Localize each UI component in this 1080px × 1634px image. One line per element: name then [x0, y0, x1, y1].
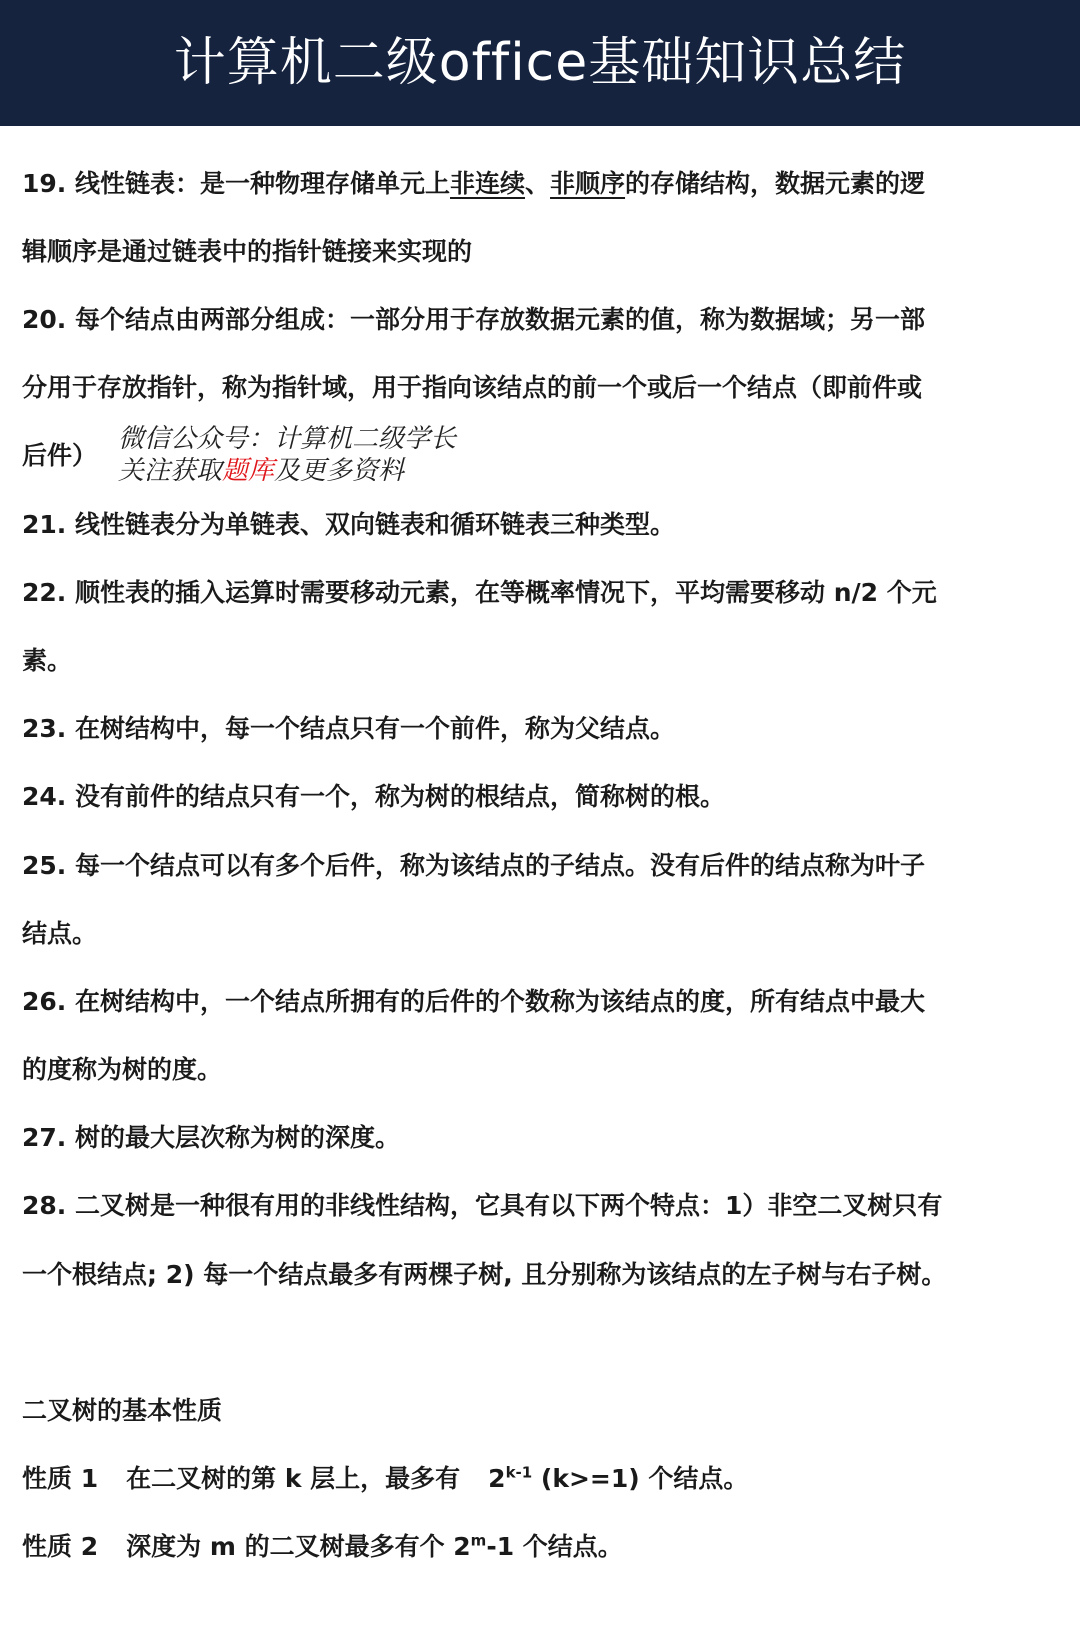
- item-24-line-1: 24. 没有前件的结点只有一个，称为树的根结点，简称树的根。: [22, 782, 725, 811]
- watermark-text-b: 及更多资料: [274, 456, 405, 486]
- item-27-line-1: 27. 树的最大层次称为树的深度。: [22, 1123, 400, 1152]
- item-19-text-a: 19. 线性链表：是一种物理存储单元上: [22, 169, 450, 198]
- item-19-underline-2: 非顺序: [550, 169, 626, 198]
- item-25-line-1: 25. 每一个结点可以有多个后件，称为该结点的子结点。没有后件的结点称为叶子: [22, 851, 925, 880]
- property-1: [22, 1462, 748, 1496]
- property-1-text-b: (k>=1) 个结点。: [532, 1464, 749, 1493]
- item-22-line-2: 素。: [22, 646, 73, 675]
- page-title: 计算机二级office基础知识总结: [173, 33, 907, 93]
- property-1-base: 2: [488, 1464, 506, 1493]
- item-21-line-1: 21. 线性链表分为单链表、双向链表和循环链表三种类型。: [22, 510, 675, 539]
- item-19-text-b: 、: [525, 169, 551, 198]
- item-22-line-1: 22. 顺性表的插入运算时需要移动元素，在等概率情况下，平均需要移动 n/2 个元: [22, 578, 937, 607]
- property-2-text-a: 深度为 m 的二叉树最多有个 2: [126, 1532, 471, 1561]
- item-20-line-1: 20. 每个结点由两部分组成：一部分用于存放数据元素的值，称为数据域；另一部: [22, 305, 925, 334]
- item-26-line-1: 26. 在树结构中，一个结点所拥有的后件的个数称为该结点的度，所有结点中最大: [22, 987, 925, 1016]
- property-1-exponent: k-1: [505, 1463, 533, 1482]
- property-2: [22, 1530, 623, 1564]
- property-1-label: 性质 1: [22, 1464, 99, 1493]
- page-header: [0, 0, 1080, 126]
- item-20-line-2: 分用于存放指针，称为指针域，用于指向该结点的前一个或后一个结点（即前件或: [22, 373, 923, 402]
- item-19-underline-1: 非连续: [450, 169, 526, 198]
- watermark-text-a: 关注获取: [118, 456, 223, 486]
- item-28-line-1: 28. 二叉树是一种很有用的非线性结构，它具有以下两个特点：1）非空二叉树只有: [22, 1191, 943, 1220]
- item-28-line-2: 一个根结点; 2) 每一个结点最多有两棵子树, 且分别称为该结点的左子树与右子树。: [22, 1260, 947, 1289]
- item-20-line-3: 后件）: [22, 441, 98, 470]
- item-26-line-2: 的度称为树的度。: [22, 1055, 223, 1084]
- item-19-text-c: 的存储结构，数据元素的逻: [625, 169, 926, 198]
- property-2-label: 性质 2: [22, 1532, 99, 1561]
- item-25-line-2: 结点。: [22, 919, 98, 948]
- item-19-line-1: [22, 167, 925, 201]
- property-1-text-a: 在二叉树的第 k 层上，最多有: [126, 1464, 461, 1493]
- watermark-highlight: 题库: [222, 456, 275, 486]
- property-2-text-b: -1 个结点。: [486, 1532, 623, 1561]
- section-heading: 二叉树的基本性质: [22, 1396, 223, 1425]
- property-2-exponent: m: [470, 1531, 487, 1550]
- watermark-line-2: [118, 456, 404, 486]
- watermark-line-1: 微信公众号：计算机二级学长: [118, 424, 457, 454]
- item-23-line-1: 23. 在树结构中，每一个结点只有一个前件，称为父结点。: [22, 714, 675, 743]
- item-19-line-2: 辑顺序是通过链表中的指针链接来实现的: [22, 237, 473, 266]
